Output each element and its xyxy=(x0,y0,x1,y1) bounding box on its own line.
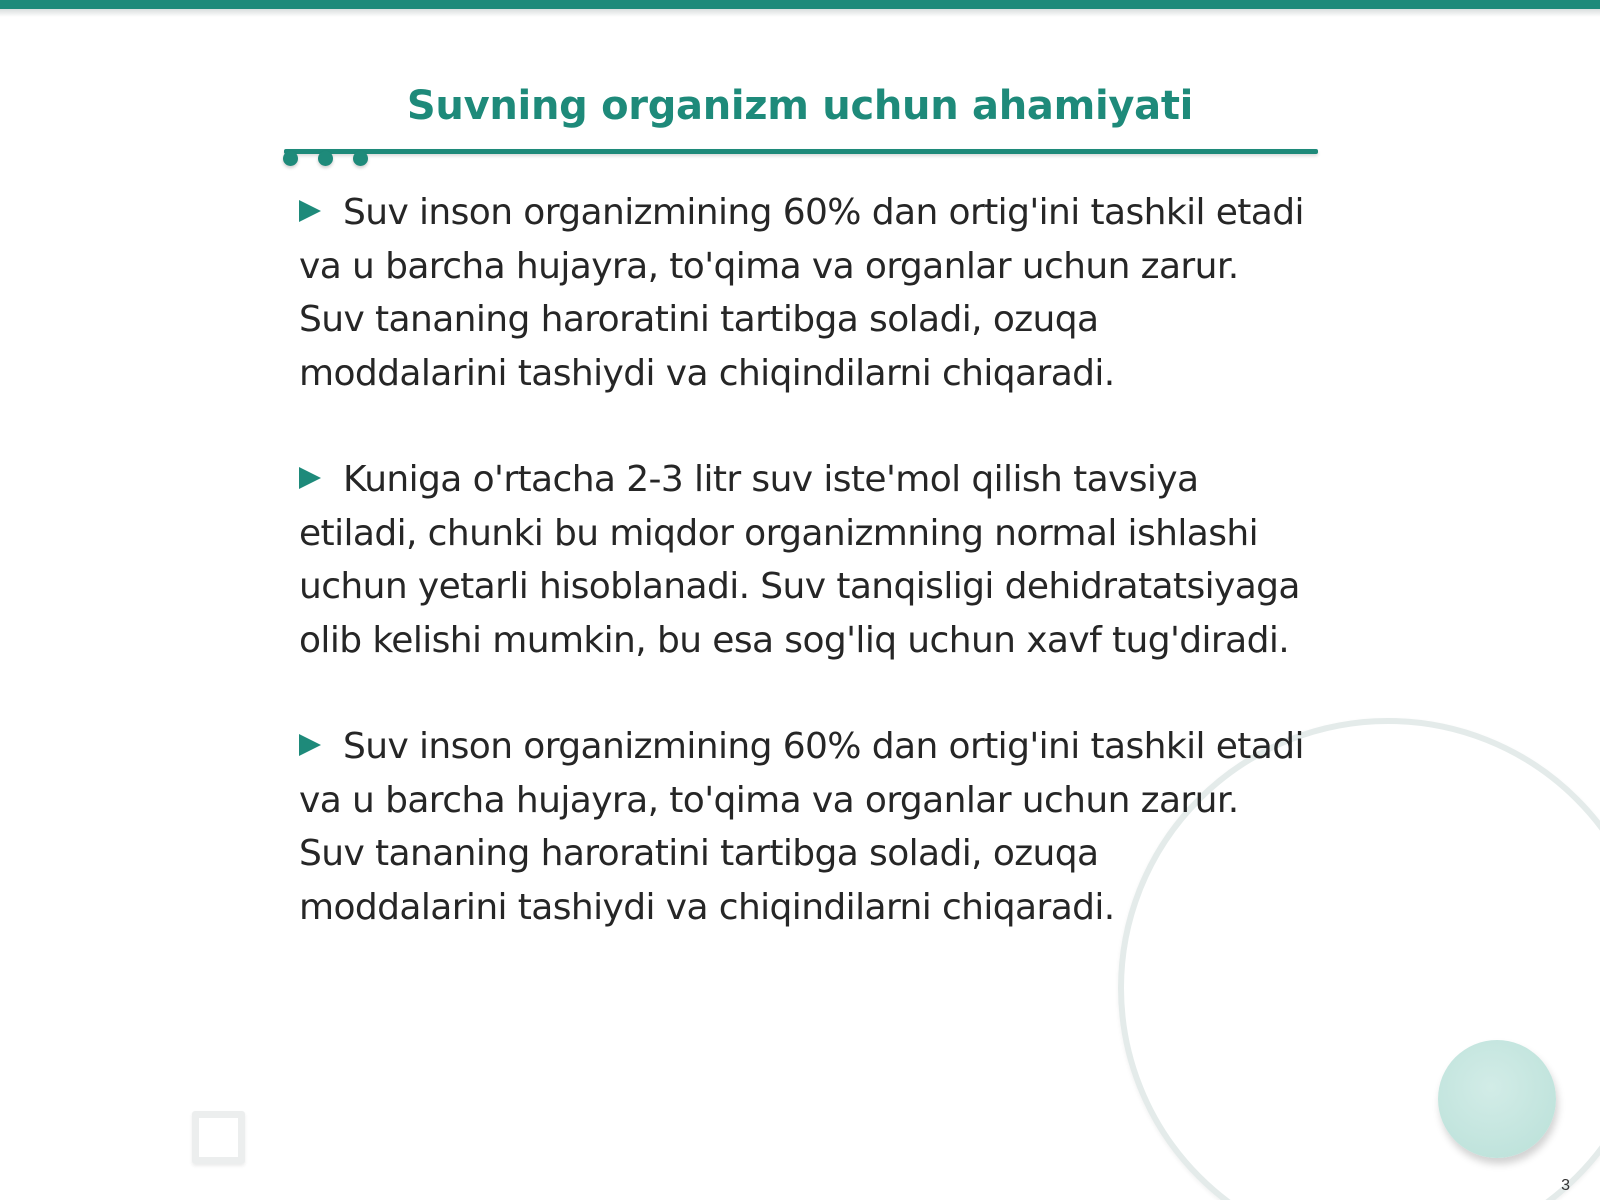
decorative-circle xyxy=(1438,1040,1556,1158)
decorative-square xyxy=(192,1111,245,1164)
underline-dot xyxy=(318,151,333,166)
bullet-item xyxy=(299,186,1309,400)
triangle-bullet-icon xyxy=(299,734,321,756)
top-bar-shadow xyxy=(0,9,1600,17)
bullet-text: Kuniga o'rtacha 2-3 litr suv iste'mol qilish tavsiya etiladi, chunki bu miqdor organizmning normal ishlashi uchun yetarli hisoblanadi. Suv tanqisligi dehidratatsiyaga olib kelishi mumkin, bu esa sog'liq uchun xavf tug'diradi. xyxy=(299,459,1300,661)
title-underline xyxy=(284,149,1318,154)
bullet-text: Suv inson organizmining 60% dan ortig'ini tashkil etadi va u barcha hujayra, to'qima va organlar uchun zarur. Suv tananing haroratini tartibga soladi, ozuqa moddalarini tashiydi va chiqindilarni chiqaradi. xyxy=(299,192,1304,394)
underline-dot xyxy=(283,151,298,166)
slide-title: Suvning organizm uchun ahamiyati xyxy=(406,83,1194,129)
bullet-item xyxy=(299,720,1309,934)
bullet-text: Suv inson organizmining 60% dan ortig'ini tashkil etadi va u barcha hujayra, to'qima va organlar uchun zarur. Suv tananing haroratini tartibga soladi, ozuqa moddalarini tashiydi va chiqindilarni chiqaradi. xyxy=(299,726,1304,928)
triangle-bullet-icon xyxy=(299,467,321,489)
bullet-item xyxy=(299,453,1309,667)
page-number: 3 xyxy=(1561,1177,1570,1194)
top-accent-bar xyxy=(0,0,1600,9)
bullet-list xyxy=(299,186,1309,987)
triangle-bullet-icon xyxy=(299,200,321,222)
underline-dot xyxy=(353,151,368,166)
